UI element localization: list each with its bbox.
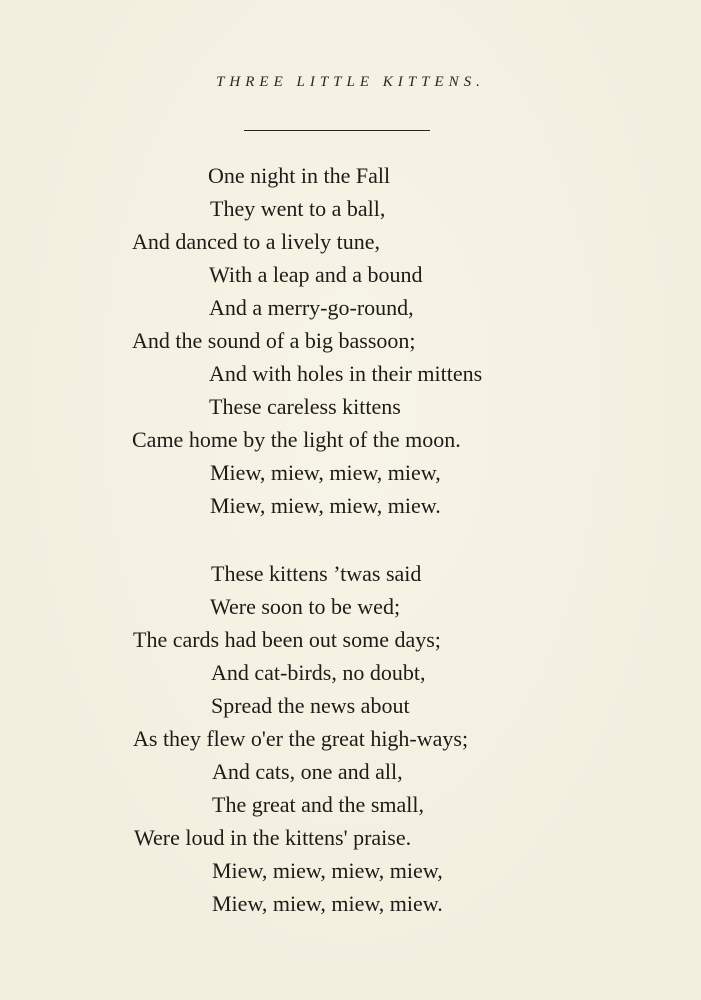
poem-line: The cards had been out some days; xyxy=(133,627,441,652)
running-head: THREE LITTLE KITTENS. xyxy=(216,74,485,90)
poem-line: With a leap and a bound xyxy=(209,262,423,287)
poem-line: Miew, miew, miew, miew. xyxy=(212,891,443,916)
poem-line: And a merry-go-round, xyxy=(209,295,414,320)
poem-line: And danced to a lively tune, xyxy=(132,229,381,254)
poem-line: Were loud in the kittens' praise. xyxy=(134,825,412,850)
poem-line: Miew, miew, miew, miew, xyxy=(210,460,441,485)
header-rule xyxy=(244,130,430,131)
poem-line: Were soon to be wed; xyxy=(210,594,401,619)
poem-line: And cat-birds, no doubt, xyxy=(211,660,426,685)
poem-line: Came home by the light of the moon. xyxy=(132,427,461,452)
poem-line: Miew, miew, miew, miew. xyxy=(210,493,441,518)
poem-line: The great and the small, xyxy=(212,792,424,817)
poem-line: And cats, one and all, xyxy=(212,759,403,784)
poem-line: These careless kittens xyxy=(209,394,401,419)
poem-line: These kittens ’twas said xyxy=(211,561,422,586)
poem-line: They went to a ball, xyxy=(210,196,386,221)
poem-line: And the sound of a big bassoon; xyxy=(132,328,416,353)
poem-line: Spread the news about xyxy=(211,693,410,718)
poem-line: And with holes in their mittens xyxy=(209,361,483,386)
poem-line: As they flew o'er the great high-ways; xyxy=(133,726,469,751)
poem-line: Miew, miew, miew, miew, xyxy=(212,858,443,883)
poem-line: One night in the Fall xyxy=(208,163,391,188)
